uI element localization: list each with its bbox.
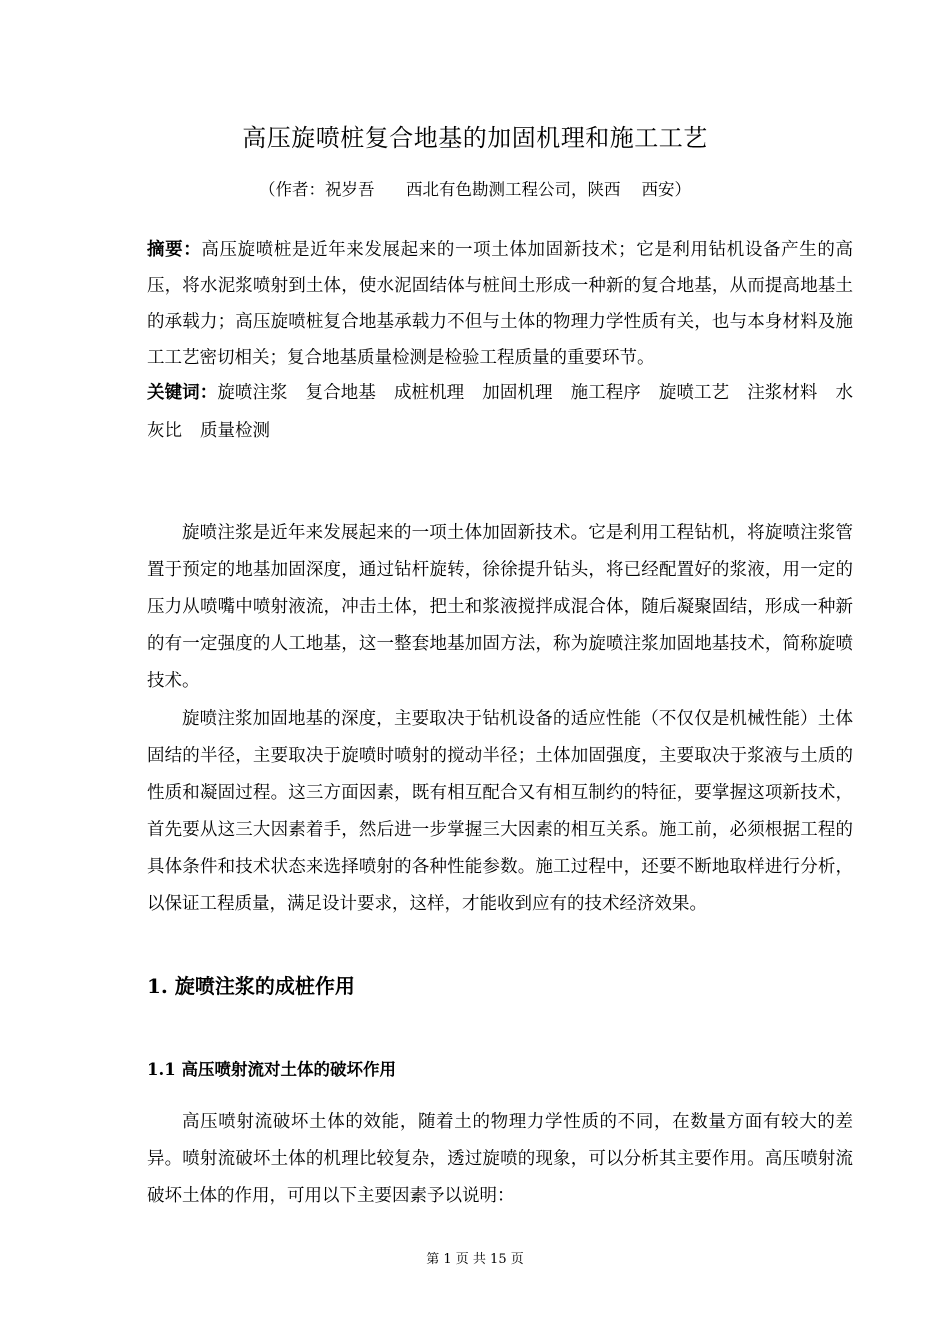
subsection-heading: 1.1 高压喷射流对土体的破坏作用	[147, 1060, 396, 1079]
keyword: 注浆材料	[747, 383, 818, 403]
section-heading: 1. 旋喷注浆的成桩作用	[147, 974, 355, 998]
page-footer: 第 1 页 共 15 页	[426, 1252, 524, 1267]
body-paragraph: 高压喷射流破坏土体的效能，随着土的物理力学性质的不同，在数量方面有较大的差异。喷射流破坏土体的机理比较复杂，透过旋喷的现象，可以分析其主要作用。高压喷射流破坏土体的作用，可用以下主要因素予以说明：	[147, 1112, 853, 1206]
abstract-block	[147, 232, 853, 376]
keyword: 旋喷注浆	[217, 383, 288, 403]
keyword: 水灰比	[147, 383, 853, 441]
abstract-text: 高压旋喷桩是近年来发展起来的一项土体加固新技术；它是利用钻机设备产生的高压，将水泥浆喷射到土体，使水泥固结体与桩间土形成一种新的复合地基，从而提高地基土的承载力；高压旋喷桩复合地基承载力不但与土体的物理力学性质有关，也与本身材料及施工工艺密切相关；复合地基质量检测是检验工程质量的重要环节。	[147, 240, 854, 368]
body-paragraph: 旋喷注浆是近年来发展起来的一项土体加固新技术。它是利用工程钻机，将旋喷注浆管置于预定的地基加固深度，通过钻杆旋转，徐徐提升钻头，将已经配置好的浆液，用一定的压力从喷嘴中喷射液流，冲击土体，把土和浆液搅拌成混合体，随后凝聚固结，形成一种新的有一定强度的人工地基，这一整套地基加固方法，称为旋喷注浆加固地基技术，简称旋喷技术。	[147, 523, 853, 691]
keyword: 质量检测	[200, 421, 270, 441]
keyword: 加固机理	[482, 383, 553, 403]
keyword: 施工程序	[570, 383, 641, 403]
keyword: 复合地基	[305, 383, 376, 403]
author-line: （作者：祝岁吾 西北有色勘测工程公司，陕西 西安）	[259, 180, 691, 199]
document-title: 高压旋喷桩复合地基的加固机理和施工工艺	[242, 124, 708, 152]
keywords-label: 关键词：	[147, 383, 218, 403]
keyword: 成桩机理	[393, 383, 465, 403]
body-paragraph: 旋喷注浆加固地基的深度，主要取决于钻机设备的适应性能（不仅仅是机械性能）土体固结的半径，主要取决于旋喷时喷射的搅动半径；土体加固强度，主要取决于浆液与土质的性质和凝固过程。这三方面因素，既有相互配合又有相互制约的特征，要掌握这项新技术，首先要从这三大因素着手，然后进一步掌握三大因素的相互关系。施工前，必须根据工程的具体条件和技术状态来选择喷射的各种性能参数。施工过程中，还要不断地取样进行分析，以保证工程质量，满足设计要求，这样，才能收到应有的技术经济效果。	[147, 709, 853, 914]
keyword: 旋喷工艺	[658, 383, 730, 403]
keywords-block	[147, 374, 853, 450]
abstract-label: 摘要：	[147, 240, 202, 260]
